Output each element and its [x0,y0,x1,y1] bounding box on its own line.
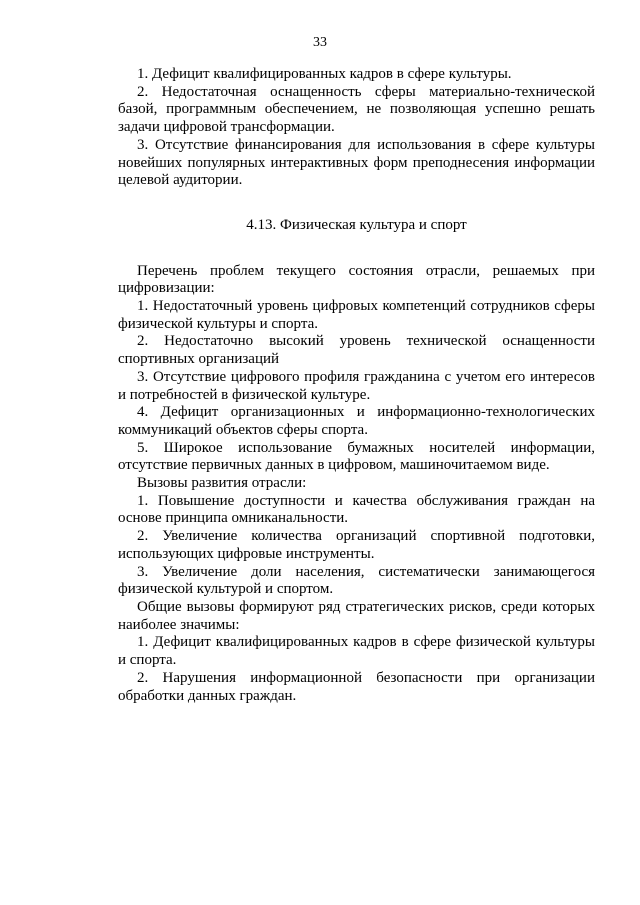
list-item: 3. Увеличение доли населения, систематически занимающегося физической культурой и спортом. [118,563,595,598]
document-body [118,66,595,705]
list-item: 5. Широкое использование бумажных носителей информации, отсутствие первичных данных в цифровом, машиночитаемом виде. [118,439,595,474]
section-heading: 4.13. Физическая культура и спорт [246,216,467,233]
list-item: 1. Повышение доступности и качества обслуживания граждан на основе принципа омниканальности. [118,492,595,527]
problems-intro: Перечень проблем текущего состояния отрасли, решаемых при цифровизации: [118,262,595,297]
list-item: 1. Дефицит квалифицированных кадров в сфере физической культуры и спорта. [118,634,595,669]
risks-intro: Общие вызовы формируют ряд стратегических рисков, среди которых наиболее значимы: [118,598,595,633]
list-item: 1. Недостаточный уровень цифровых компетенций сотрудников сферы физической культуры и спорта. [118,298,595,332]
challenges-intro: Вызовы развития отрасли: [137,475,307,492]
list-item: 3. Отсутствие финансирования для использования в сфере культуры новейших популярных интерактивных форм преподнесения информации целевой аудитории. [118,136,595,189]
page-number: 33 [313,35,327,50]
list-item: 2. Нарушения информационной безопасности при организации обработки данных граждан. [118,669,595,704]
list-item: 2. Недостаточно высокий уровень технической оснащенности спортивных организаций [118,333,595,368]
list-item: 2. Увеличение количества организаций спортивной подготовки, использующих цифровые инструменты. [118,528,595,562]
list-item: 3. Отсутствие цифрового профиля гражданина с учетом его интересов и потребностей в физической культуре. [118,368,595,403]
list-item: 1. Дефицит квалифицированных кадров в сфере культуры. [137,66,512,82]
list-item: 4. Дефицит организационных и информационно-технологических коммуникаций объектов сферы спорта. [118,404,595,438]
list-item: 2. Недостаточная оснащенность сферы материально-технической базой, программным обеспечением, не позволяющая успешно решать задачи цифровой трансформации. [118,83,595,136]
